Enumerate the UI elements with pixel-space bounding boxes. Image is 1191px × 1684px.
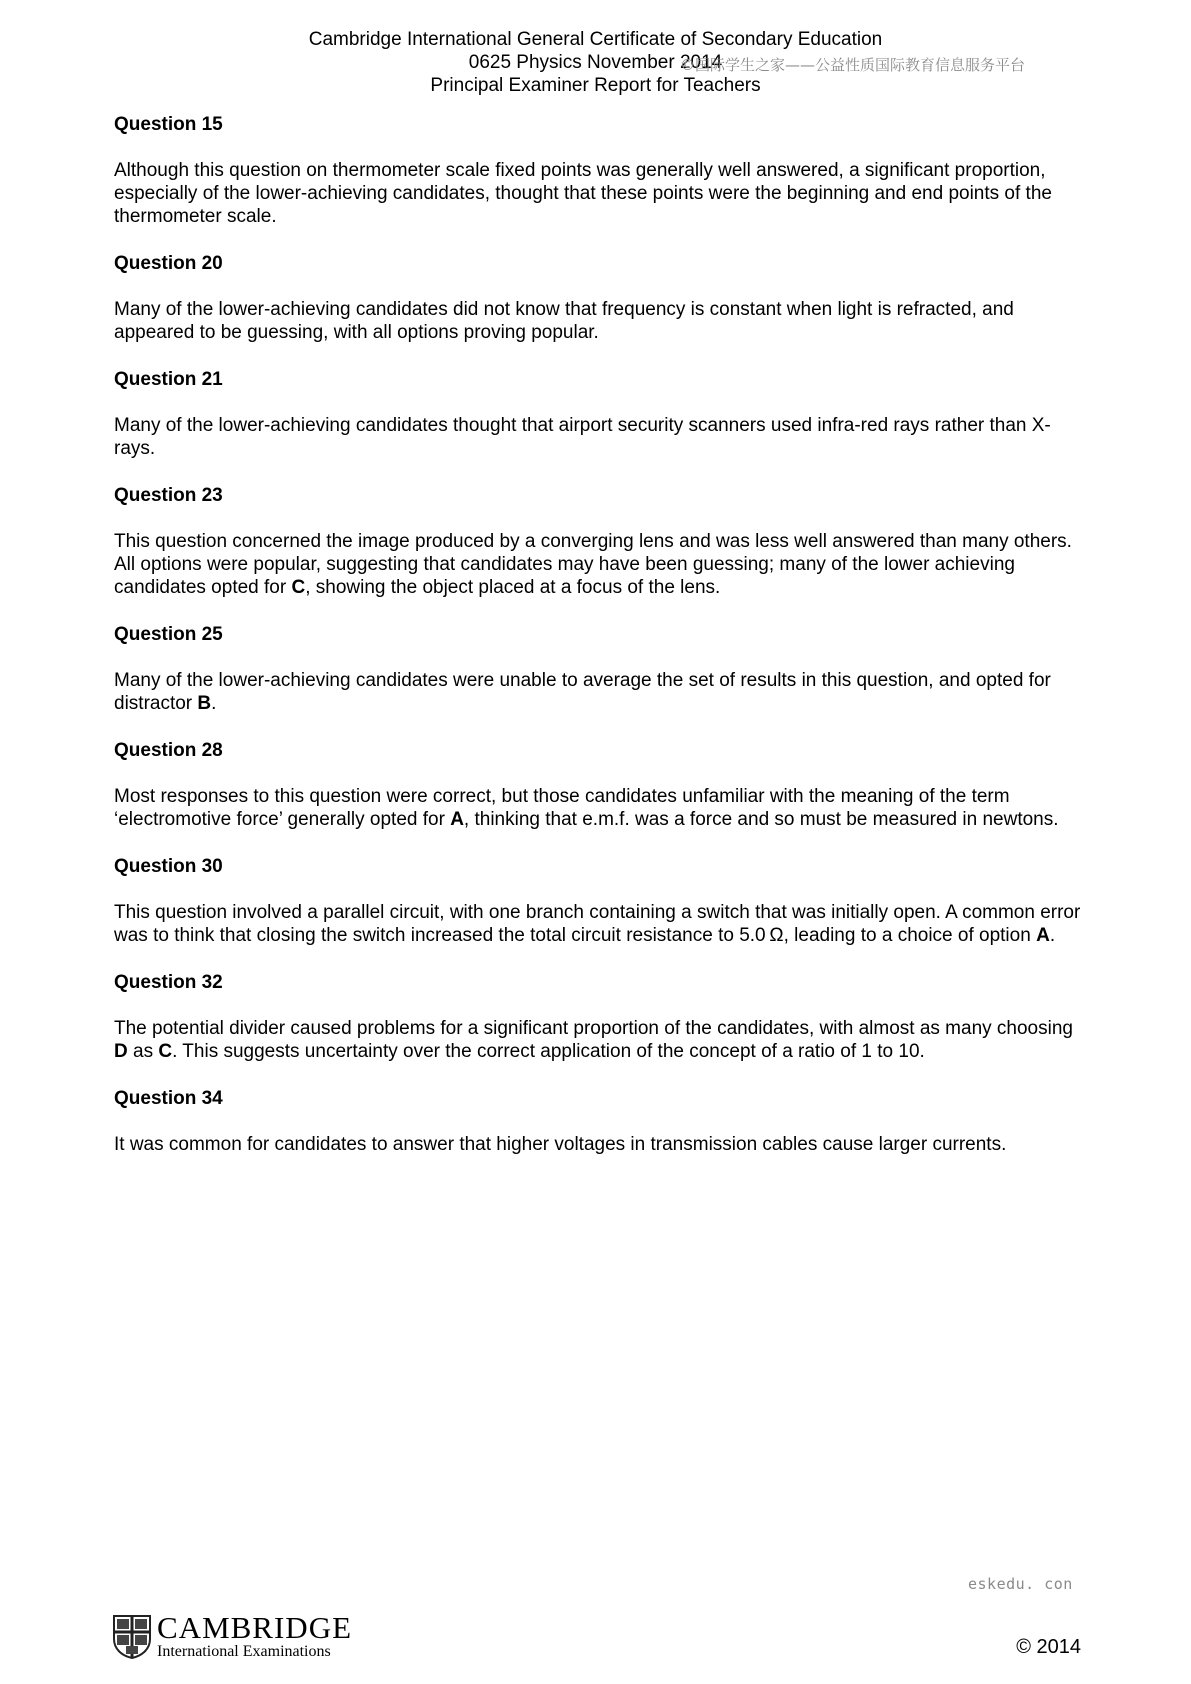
header-line-2: 0625 Physics November 2014 (468, 52, 723, 73)
question-text: Many of the lower-achieving candidates did not know that frequency is constant when light is refracted, and appeared to be guessing, with all options proving popular. (114, 299, 1014, 343)
question-title: Question 28 (114, 740, 223, 761)
cambridge-shield-icon (113, 1615, 151, 1659)
logo-main-text: CAMBRIDGE (157, 1610, 353, 1645)
option-letter: D (114, 1041, 128, 1062)
question-25 (114, 623, 1089, 715)
question-text (114, 785, 1089, 831)
text-span: . This suggests uncertainty over the correct application of the concept of a ratio of 1 to 10. (172, 1041, 925, 1062)
option-letter: A (1036, 925, 1050, 946)
text-span: Many of the lower-achieving candidates were unable to average the set of results in this question, and opted for distractor (114, 670, 1051, 714)
text-span: , showing the object placed at a focus of the lens. (305, 577, 721, 598)
question-text (114, 901, 1089, 947)
option-letter: B (197, 693, 212, 714)
option-letter: A (450, 809, 464, 830)
question-32 (114, 971, 1089, 1063)
question-title: Question 21 (114, 369, 223, 390)
report-body (114, 113, 1089, 1180)
text-span: This question concerned the image produced by a converging lens and was less well answered than many others. All options were popular, suggesting that candidates may have been guessing; many of the lower achieving candidates opted for (114, 531, 1072, 598)
question-title: Question 15 (114, 114, 223, 135)
question-title: Question 25 (114, 624, 223, 645)
footer-site-text: eskedu. con (968, 1575, 1073, 1593)
question-21 (114, 368, 1089, 460)
question-text (114, 669, 1089, 715)
question-text: Although this question on thermometer scale fixed points was generally well answered, a significant proportion, especially of the lower-achieving candidates, thought that these points were the beginning and end points of the thermometer scale. (114, 160, 1052, 227)
text-span: The potential divider caused problems for a significant proportion of the candidates, with almost as many choosing (114, 1018, 1073, 1039)
text-span: Most responses to this question were correct, but those candidates unfamiliar with the meaning of the term ‘electromotive force’ generally opted for (114, 786, 1010, 830)
header-line-3: Principal Examiner Report for Teachers (430, 75, 761, 96)
option-letter: C (158, 1041, 173, 1062)
text-span: , thinking that e.m.f. was a force and so must be measured in newtons. (463, 809, 1059, 830)
question-23 (114, 484, 1089, 599)
question-title: Question 20 (114, 253, 223, 274)
text-span: This question involved a parallel circuit, with one branch containing a switch that was initially open. A common error was to think that closing the switch increased the total circuit resistance to 5.0 Ω, leading to a choice of option (114, 902, 1081, 946)
cambridge-logo (113, 1610, 353, 1661)
copyright-text: © 2014 (1016, 1636, 1081, 1658)
option-letter: C (291, 577, 306, 598)
question-text: Many of the lower-achieving candidates thought that airport security scanners used infra-red rays rather than X-rays. (114, 415, 1051, 459)
question-text (114, 530, 1089, 599)
text-span: as (127, 1041, 159, 1062)
question-title: Question 30 (114, 856, 223, 877)
question-title: Question 32 (114, 972, 223, 993)
question-text (114, 1017, 1089, 1063)
logo-sub-text: International Examinations (157, 1643, 331, 1660)
question-title: Question 34 (114, 1088, 223, 1109)
question-28 (114, 739, 1089, 831)
header-line-1: Cambridge International General Certificate of Secondary Education (308, 29, 883, 50)
logo-text (157, 1610, 353, 1661)
question-20 (114, 252, 1089, 344)
question-30 (114, 855, 1089, 947)
question-15 (114, 113, 1089, 228)
question-title: Question 23 (114, 485, 223, 506)
question-34 (114, 1087, 1089, 1156)
text-span: . (1049, 925, 1056, 946)
watermark-text: ©国际学生之家——公益性质国际教育信息服务平台 (680, 56, 1026, 74)
text-span: . (211, 693, 217, 714)
question-text: It was common for candidates to answer that higher voltages in transmission cables cause larger currents. (114, 1134, 1007, 1155)
